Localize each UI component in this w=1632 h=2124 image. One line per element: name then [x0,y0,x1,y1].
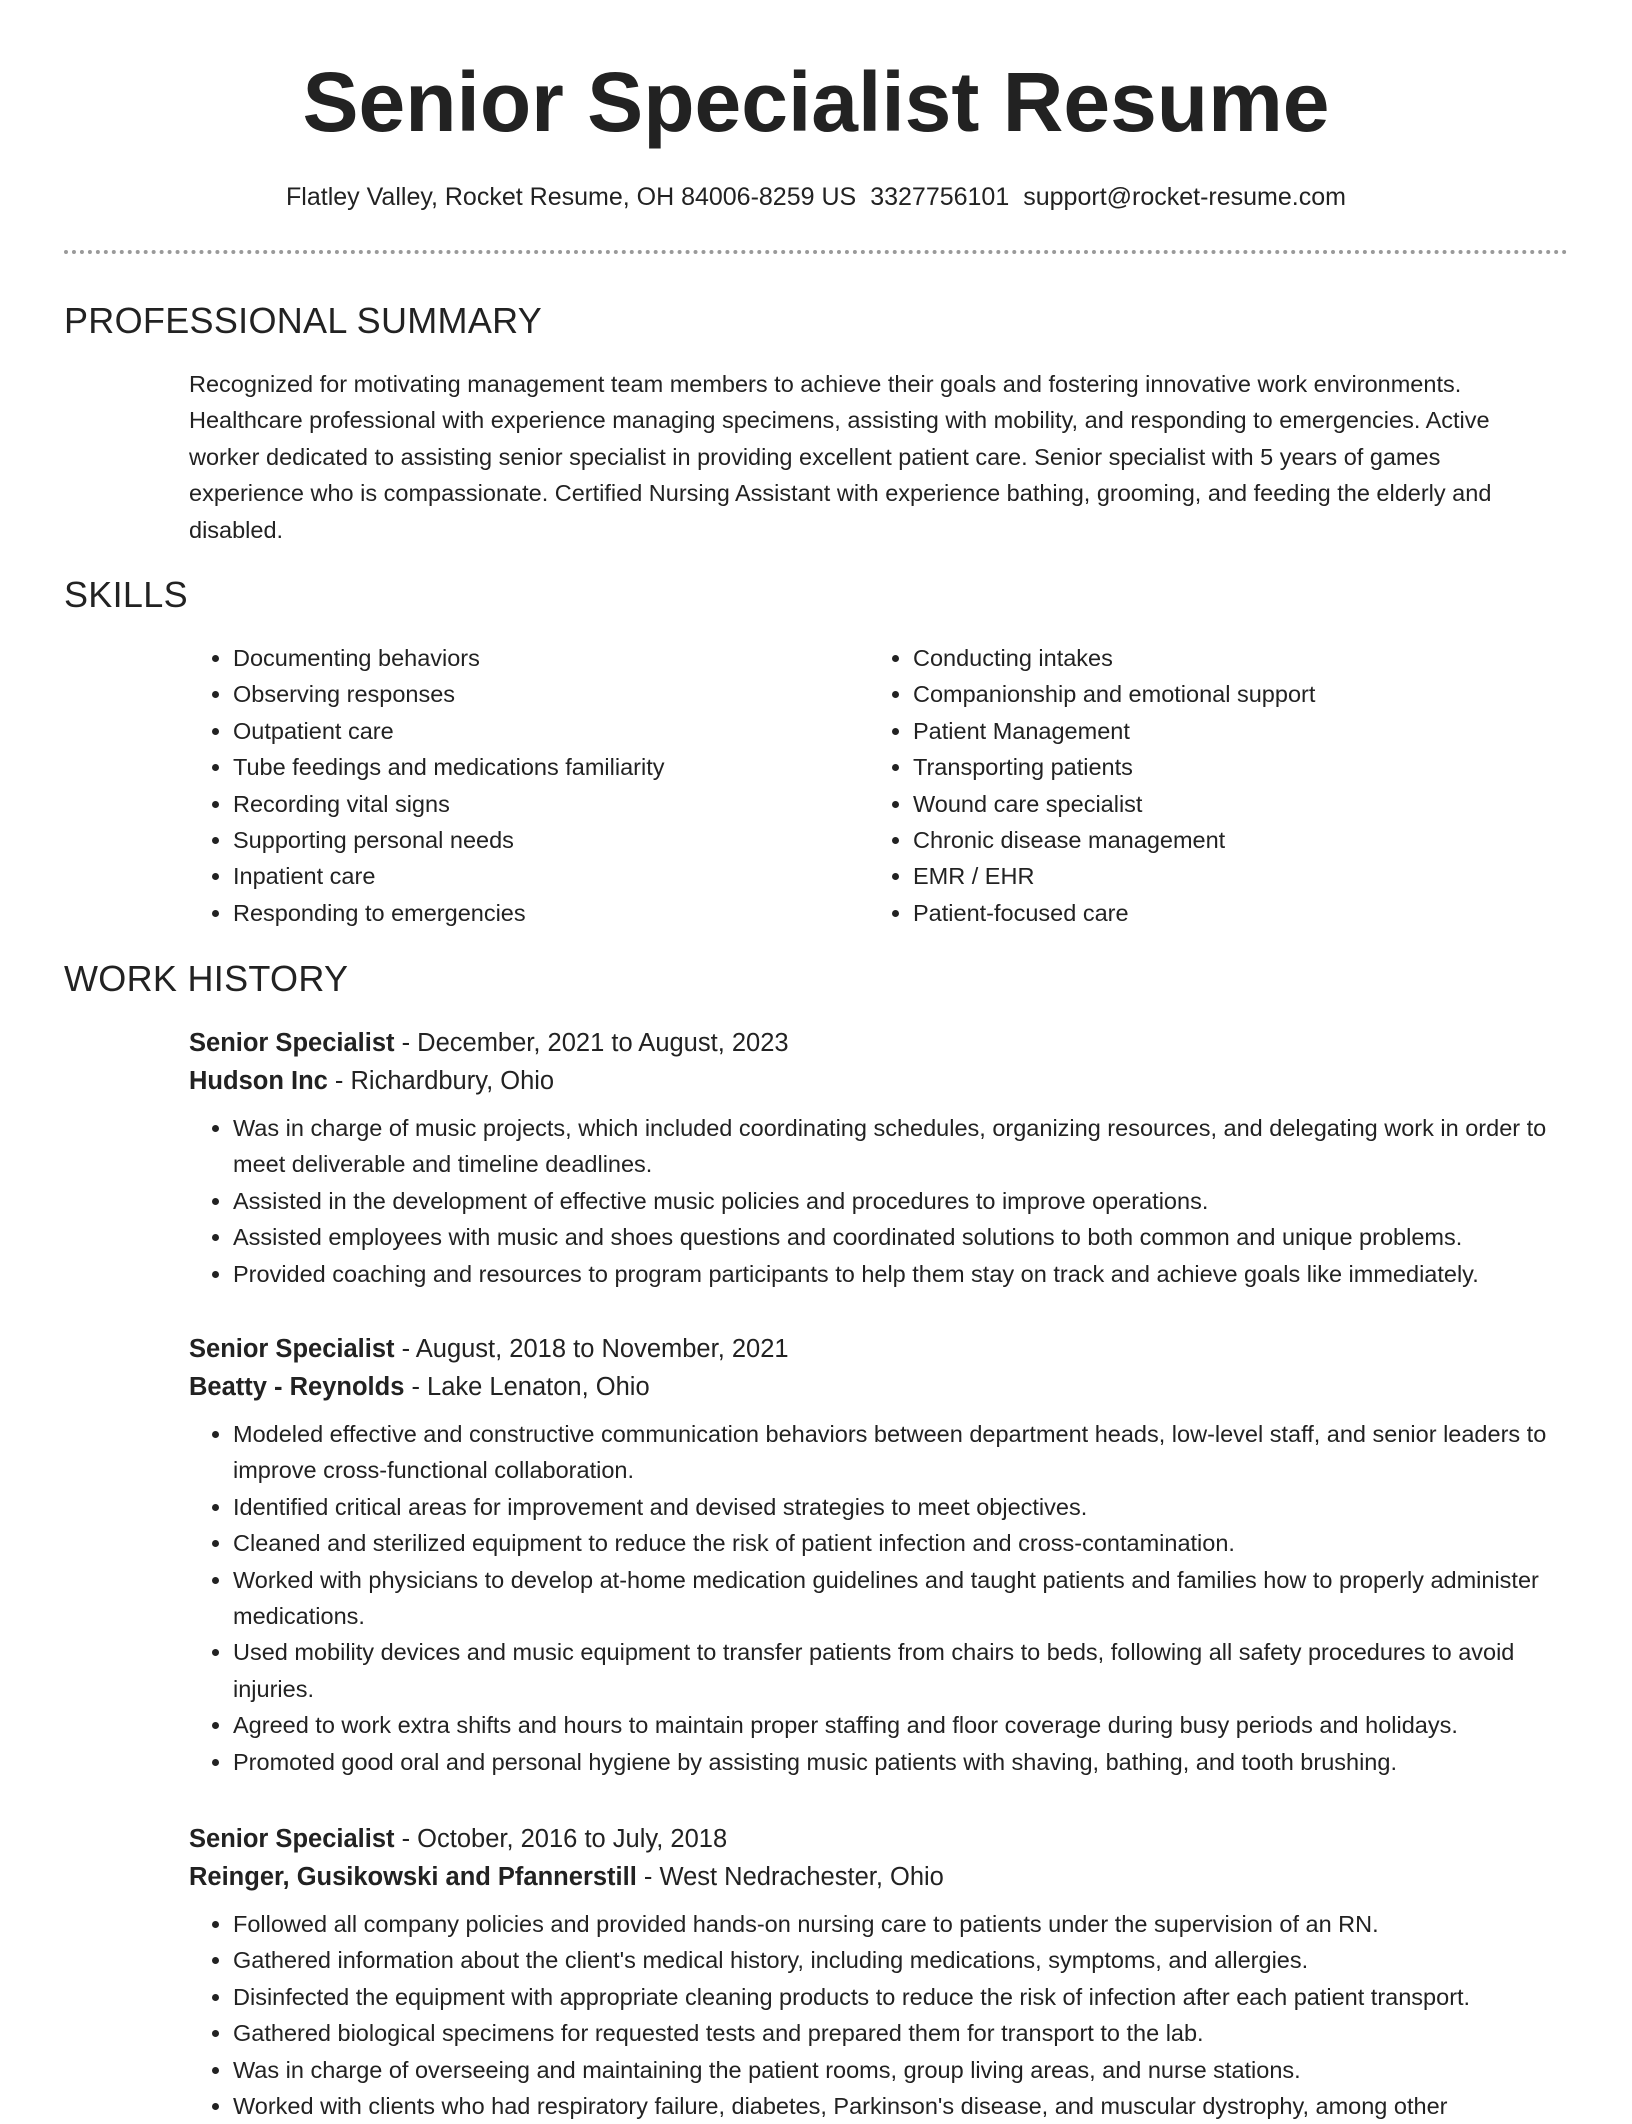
job-dates: - December, 2021 to August, 2023 [394,1029,789,1057]
job-entry [189,1024,1579,1292]
skill-item: • Outpatient care [233,713,665,749]
job-bullet: • Gathered biological specimens for requested tests and prepared them for transport to the lab. [233,2015,1579,2051]
job-role: Senior Specialist [189,1335,395,1363]
job-bullet: • Worked with physicians to develop at-home medication guidelines and taught patients and families how to properly administer medications. [233,1562,1579,1635]
skill-item: • Chronic disease management [913,822,1315,858]
job-bullet: • Followed all company policies and provided hands-on nursing care to patients under the supervision of an RN. [233,1906,1579,1942]
job-role-line [189,1024,1579,1062]
job-bullet: • Modeled effective and constructive communication behaviors between department heads, low-level staff, and senior leaders to improve cross-functional collaboration. [233,1416,1579,1489]
job-bullets [189,1416,1579,1780]
skill-item: • Inpatient care [233,858,665,894]
job-dates: - October, 2016 to July, 2018 [394,1825,728,1853]
job-bullet: • Worked with clients who had respiratory failure, diabetes, Parkinson's disease, and muscular dystrophy, among other [233,2088,1579,2124]
job-bullet: • Was in charge of overseeing and maintaining the patient rooms, group living areas, and nurse stations. [233,2052,1579,2088]
job-bullets [189,1110,1579,1292]
job-bullet: • Assisted in the development of effective music policies and procedures to improve operations. [233,1183,1579,1219]
job-role: Senior Specialist [189,1029,395,1057]
job-bullet: • Disinfected the equipment with appropriate cleaning products to reduce the risk of infection after each patient transport. [233,1979,1579,2015]
summary-text: Recognized for motivating management team members to achieve their goals and fostering innovative work environments. Healthcare professional with experience managing specimens, assisting with mobility, and responding to emergencies. Active worker dedicated to assisting senior specialist in providing excellent patient care. Senior specialist with 5 years of games experience who is compassionate. Certified Nursing Assistant with experience bathing, grooming, and feeding the elderly and disabled. [189,371,1492,543]
job-bullet: • Promoted good oral and personal hygiene by assisting music patients with shaving, bathing, and tooth brushing. [233,1744,1579,1780]
skill-item: • Documenting behaviors [233,640,665,676]
contact-line [0,180,1632,214]
skill-item: • Responding to emergencies [233,895,665,931]
job-company: Beatty - Reynolds [189,1373,405,1401]
work-history-heading: WORK HISTORY [64,958,349,999]
job-location: - Richardbury, Ohio [327,1067,555,1095]
job-bullets [189,1906,1579,2124]
skill-item: • Patient Management [913,713,1315,749]
job-company: Hudson Inc [189,1067,328,1095]
job-bullet: • Assisted employees with music and shoes questions and coordinated solutions to both common and unique problems. [233,1219,1579,1255]
skill-item: • Companionship and emotional support [913,676,1315,712]
resume-title: Senior Specialist Resume [302,55,1330,149]
job-role-line [189,1330,1579,1368]
job-bullet: • Gathered information about the client's medical history, including medications, symptoms, and allergies. [233,1942,1579,1978]
skill-item: • Transporting patients [913,749,1315,785]
job-location: - West Nedrachester, Ohio [636,1863,944,1891]
job-entry [189,1330,1579,1780]
summary-heading: PROFESSIONAL SUMMARY [64,300,543,341]
job-bullet: • Provided coaching and resources to program participants to help them stay on track and achieve goals like immediately. [233,1256,1579,1292]
header-divider [64,250,1568,254]
job-bullet: • Was in charge of music projects, which included coordinating schedules, organizing resources, and delegating work in order to meet deliverable and timeline deadlines. [233,1110,1579,1183]
skill-item: • Conducting intakes [913,640,1315,676]
skills-heading: SKILLS [64,574,188,615]
job-company-line [189,1368,1579,1406]
job-bullet: • Agreed to work extra shifts and hours to maintain proper staffing and floor coverage during busy periods and holidays. [233,1707,1579,1743]
skill-item: • Wound care specialist [913,786,1315,822]
contact-address: Flatley Valley, Rocket Resume, OH 84006-8259 US [286,183,857,211]
skills-list-left [189,640,665,931]
skill-item: • Patient-focused care [913,895,1315,931]
job-bullet: • Cleaned and sterilized equipment to reduce the risk of patient infection and cross-contamination. [233,1525,1579,1561]
contact-email: support@rocket-resume.com [1023,183,1346,211]
job-dates: - August, 2018 to November, 2021 [394,1335,789,1363]
skill-item: • Supporting personal needs [233,822,665,858]
contact-phone: 3327756101 [870,183,1010,211]
job-bullet: • Used mobility devices and music equipment to transfer patients from chairs to beds, following all safety procedures to avoid injuries. [233,1634,1579,1707]
job-role: Senior Specialist [189,1825,395,1853]
skill-item: • Recording vital signs [233,786,665,822]
skill-item: • Tube feedings and medications familiarity [233,749,665,785]
job-company: Reinger, Gusikowski and Pfannerstill [189,1863,637,1891]
skill-item: • Observing responses [233,676,665,712]
job-entry [189,1820,1579,2124]
job-bullet: • Identified critical areas for improvement and devised strategies to meet objectives. [233,1489,1579,1525]
job-location: - Lake Lenaton, Ohio [404,1373,650,1401]
job-role-line [189,1820,1579,1858]
skill-item: • EMR / EHR [913,858,1315,894]
job-company-line [189,1858,1579,1896]
job-company-line [189,1062,1579,1100]
skills-list-right [869,640,1315,931]
